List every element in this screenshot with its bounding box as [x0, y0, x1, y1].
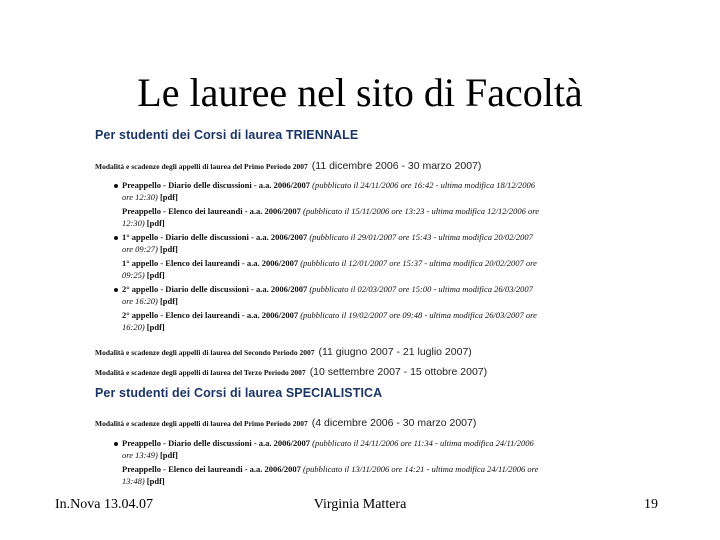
specialistica-heading: Per studenti dei Corsi di laurea SPECIALISTICA [95, 386, 383, 400]
item-info: (pubblicato il 15/11/2006 ore 13:23 - ultima modifica 12/12/2006 ore [303, 206, 540, 216]
pdf-link[interactable]: [pdf] [159, 450, 178, 460]
list-item[interactable] [122, 310, 537, 321]
pdf-link[interactable]: [pdf] [146, 322, 165, 332]
item-info: (pubblicato il 12/01/2007 ore 15:37 - ultima modifica 20/02/2007 ore [300, 258, 537, 268]
item-info-cont: ore 16:20) [122, 296, 158, 306]
bullet [114, 236, 118, 240]
list-item-continued [122, 450, 178, 461]
bullet [114, 288, 118, 292]
list-item-continued [122, 270, 165, 281]
pdf-link[interactable]: [pdf] [159, 296, 178, 306]
period-dates: (4 dicembre 2006 - 30 marzo 2007) [311, 417, 477, 429]
item-info-cont: 12:30) [122, 218, 145, 228]
triennale-period3[interactable] [95, 362, 487, 380]
triennale-heading: Per studenti dei Corsi di laurea TRIENNALE [95, 128, 359, 142]
period-dates: (11 dicembre 2006 - 30 marzo 2007) [311, 160, 482, 172]
item-info-cont: 16:20) [122, 322, 145, 332]
bullet [114, 442, 118, 446]
item-title[interactable]: Preappello - Diario delle discussioni - a.a. 2006/2007 [122, 180, 311, 190]
period-label[interactable]: Modalità e scadenze degli appelli di laurea del Primo Periodo 2007 [95, 419, 308, 428]
period-label[interactable]: Modalità e scadenze degli appelli di laurea del Secondo Periodo 2007 [95, 348, 315, 357]
list-item[interactable] [122, 180, 535, 191]
slide-number: 19 [644, 497, 658, 512]
period-label[interactable]: Modalità e scadenze degli appelli di laurea del Primo Periodo 2007 [95, 162, 308, 171]
list-item[interactable] [122, 284, 533, 295]
triennale-period1[interactable] [95, 156, 481, 174]
pdf-link[interactable]: [pdf] [146, 218, 165, 228]
item-info-cont: 13:48) [122, 476, 145, 486]
list-item[interactable] [122, 206, 539, 217]
item-info: (pubblicato il 24/11/2006 ore 16:42 - ultima modifica 18/12/2006 [312, 180, 536, 190]
pdf-link[interactable]: [pdf] [146, 476, 165, 486]
period-dates: (11 giugno 2007 - 21 luglio 2007) [318, 346, 472, 358]
specialistica-period1[interactable] [95, 413, 476, 431]
pdf-link[interactable]: [pdf] [146, 270, 165, 280]
list-item[interactable] [122, 438, 534, 449]
item-info-cont: ore 12:30) [122, 192, 158, 202]
item-info: (pubblicato il 29/01/2007 ore 15:43 - ultima modifica 20/02/2007 [309, 232, 533, 242]
footer-author: Virginia Mattera [313, 497, 407, 512]
pdf-link[interactable]: [pdf] [159, 244, 178, 254]
period-label[interactable]: Modalità e scadenze degli appelli di laurea del Terzo Periodo 2007 [95, 368, 306, 377]
list-item[interactable] [122, 464, 538, 475]
item-info-cont: ore 13:49) [122, 450, 158, 460]
slide-title: Le lauree nel sito di Facoltà [137, 70, 583, 115]
website-screenshot [85, 124, 619, 490]
period-dates: (10 settembre 2007 - 15 ottobre 2007) [309, 366, 488, 378]
item-title[interactable]: Preappello - Diario delle discussioni - a.a. 2006/2007 [122, 438, 311, 448]
list-item[interactable] [122, 232, 533, 243]
item-title[interactable]: 1° appello - Elenco dei laureandi - a.a. 2006/2007 [122, 258, 299, 268]
item-info: (pubblicato il 02/03/2007 ore 15:00 - ultima modifica 26/03/2007 [309, 284, 533, 294]
list-item-continued [122, 218, 165, 229]
item-title[interactable]: Preappello - Elenco dei laureandi - a.a. 2006/2007 [122, 206, 301, 216]
list-item-continued [122, 322, 165, 333]
list-item[interactable] [122, 258, 537, 269]
list-item-continued [122, 476, 165, 487]
item-info: (pubblicato il 24/11/2006 ore 11:34 - ultima modifica 24/11/2006 [312, 438, 534, 448]
list-item-continued [122, 244, 178, 255]
item-title[interactable]: 2° appello - Diario delle discussioni - a.a. 2006/2007 [122, 284, 308, 294]
list-item-continued [122, 192, 178, 203]
bullet [114, 184, 118, 188]
item-info-cont: ore 09:27) [122, 244, 158, 254]
item-info: (pubblicato il 19/02/2007 ore 09:48 - ultima modifica 26/03/2007 ore [300, 310, 537, 320]
item-title[interactable]: 1° appello - Diario delle discussioni - a.a. 2006/2007 [122, 232, 308, 242]
item-title[interactable]: Preappello - Elenco dei laureandi - a.a. 2006/2007 [122, 464, 301, 474]
item-title[interactable]: 2° appello - Elenco dei laureandi - a.a. 2006/2007 [122, 310, 299, 320]
list-item-continued [122, 296, 178, 307]
footer-left: In.Nova 13.04.07 [55, 497, 153, 512]
pdf-link[interactable]: [pdf] [159, 192, 178, 202]
triennale-period2[interactable] [95, 342, 472, 360]
item-info: (pubblicato il 13/11/2006 ore 14:21 - ultima modifica 24/11/2006 ore [303, 464, 539, 474]
item-info-cont: 09:25) [122, 270, 145, 280]
